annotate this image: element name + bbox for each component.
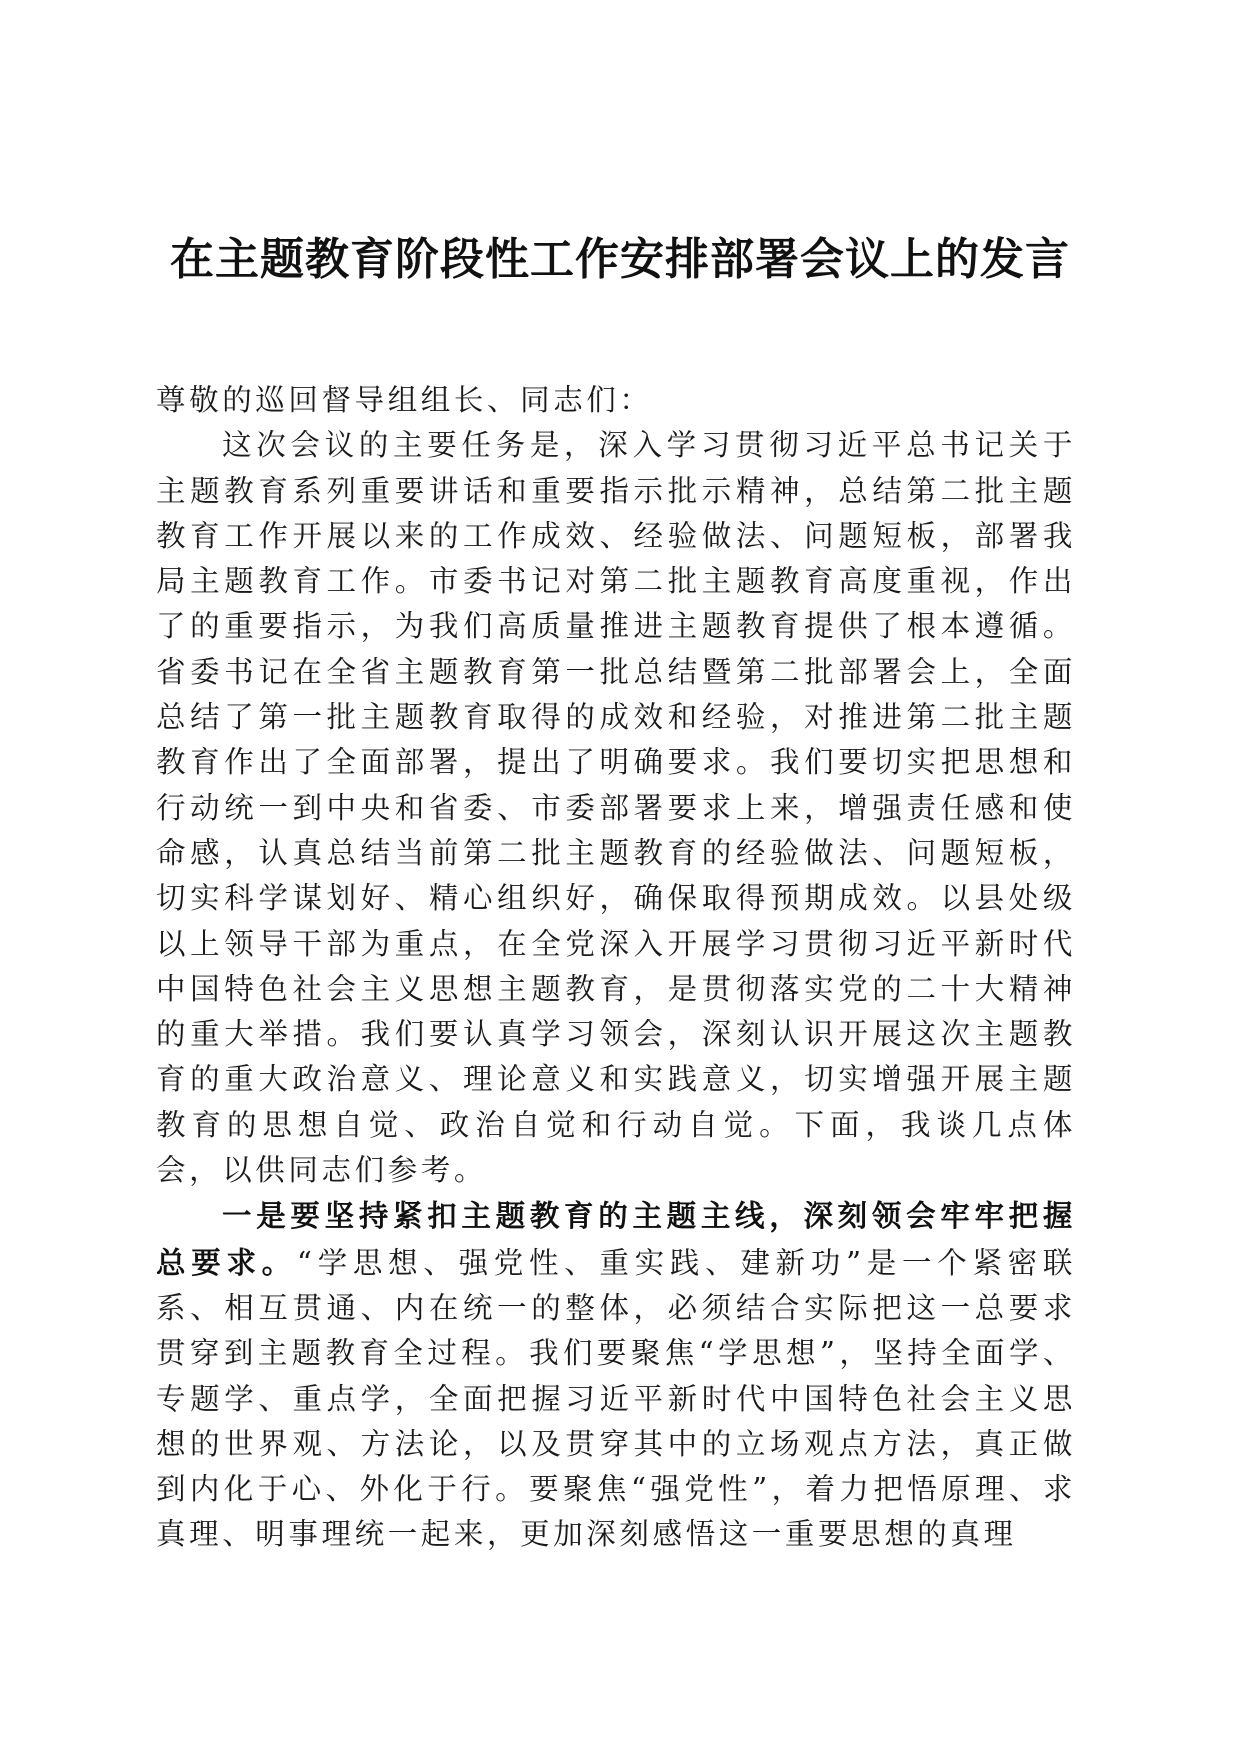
paragraph-intro: 这次会议的主要任务是，深入学习贯彻习近平总书记关于主题教育系列重要讲话和重要指示批示精神，总结第二批主题教育工作开展以来的工作成效、经验做法、问题短板，部署我局主题教育工作。市委书记对第二批主题教育高度重视，作出了的重要指示，为我们高质量推进主题教育提供了根本遵循。省委书记在全省主题教育第一批总结暨第二批部署会上，全面总结了第一批主题教育取得的成效和经验，对推进第二批主题教育作出了全面部署，提出了明确要求。我们要切实把思想和行动统一到中央和省委、市委部署要求上来，增强责任感和使命感，认真总结当前第二批主题教育的经验做法、问题短板，切实科学谋划好、精心组织好，确保取得预期成效。以县处级以上领导干部为重点，在全党深入开展学习贯彻习近平新时代中国特色社会主义思想主题教育，是贯彻落实党的二十大精神的重大举措。我们要认真学习领会，深刻认识开展这次主题教育的重大政治意义、理论意义和实践意义，切实增强开展主题教育的思想自觉、政治自觉和行动自觉。下面，我谈几点体会，以供同志们参考。 [156,428,1076,1188]
paragraph-point-one-lead: 一是要坚持紧扣主题教育的主题主线，深刻领会牢牢把握总要求。 [156,1198,1076,1280]
paragraph-point-one [156,1193,1076,1557]
paragraph-point-one-body: “学思想、强党性、重实践、建新功”是一个紧密联系、相互贯通、内在统一的整体，必须结合实际把这一总要求贯穿到主题教育全过程。我们要聚焦“学思想”，坚持全面学、专题学、重点学，全面把握习近平新时代中国特色社会主义思想的世界观、方法论，以及贯穿其中的立场观点方法，真正做到内化于心、外化于行。要聚焦“强党性”，着力把悟原理、求真理、明事理统一起来，更加深刻感悟这一重要思想的真理 [156,1245,1076,1552]
salutation: 尊敬的巡回督导组组长、同志们： [156,383,653,417]
document-body [156,378,1076,1558]
document-title: 在主题教育阶段性工作安排部署会议上的发言 [170,234,1070,285]
